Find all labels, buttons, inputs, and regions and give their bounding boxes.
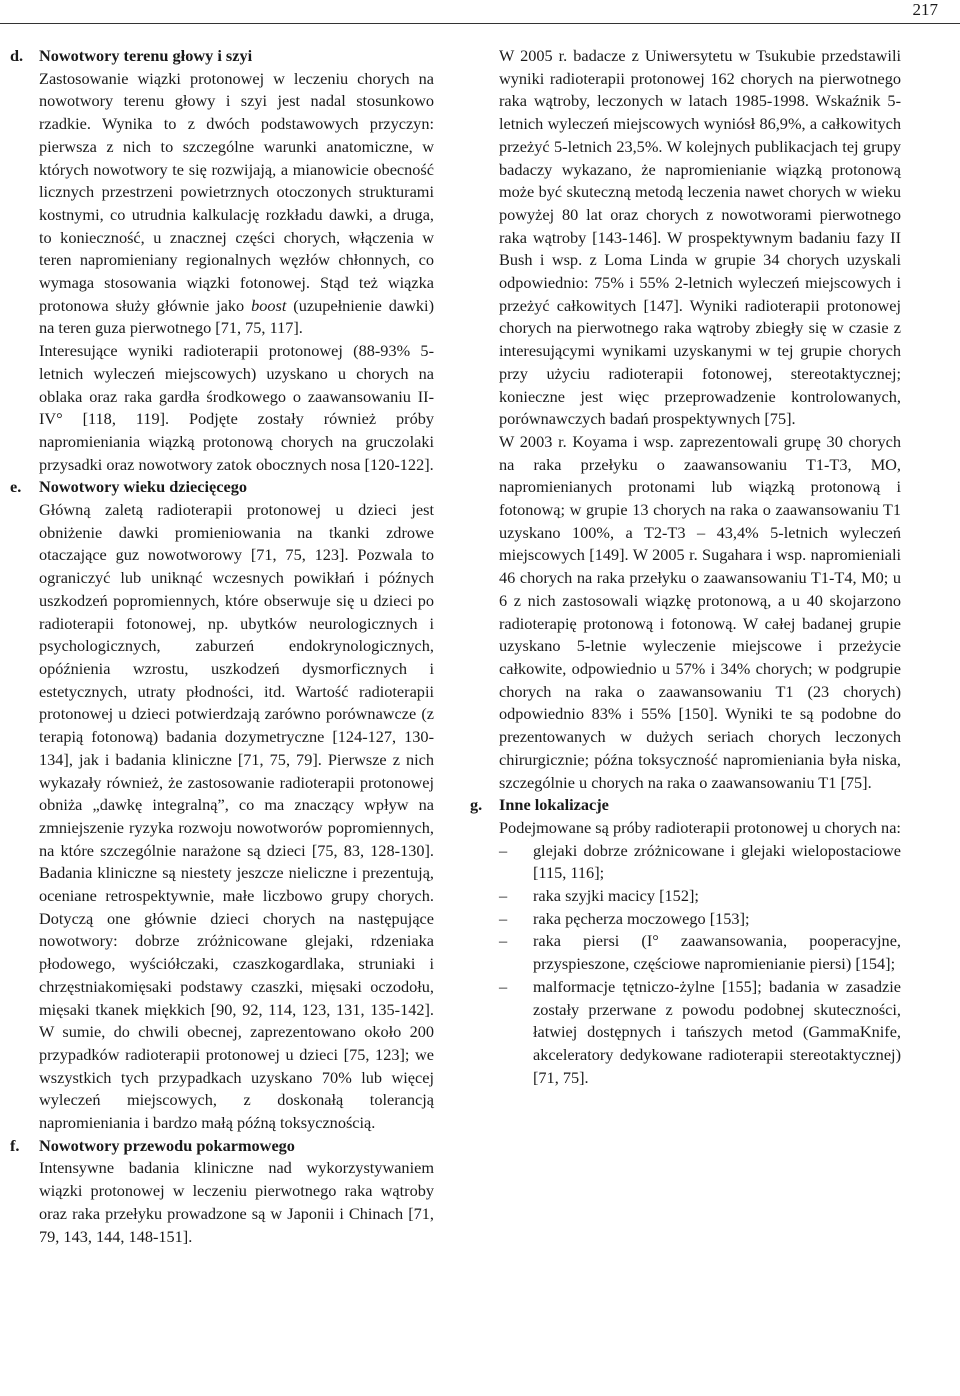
- paragraph: Podejmowane są próby radioterapii protonowej u chorych na:: [499, 817, 901, 837]
- section-title: Nowotwory terenu głowy i szyi: [39, 46, 253, 65]
- list-item-text: raka piersi (I° zaawansowania, pooperacyjne, przyspieszone, częściowe napromienianie piersi) [154];: [533, 931, 901, 974]
- list-item-text: raka szyjki macicy [152];: [533, 886, 699, 906]
- page-number: 217: [912, 0, 938, 19]
- section-body: [39, 68, 434, 477]
- dash-marker: –: [499, 908, 508, 928]
- dash-marker: –: [499, 976, 508, 996]
- list-item: [499, 930, 901, 975]
- dash-marker: –: [499, 840, 508, 860]
- right-column: [470, 45, 901, 1089]
- section-title: Nowotwory wieku dziecięcego: [39, 477, 247, 497]
- list-item: [499, 908, 901, 931]
- section-f: [10, 1135, 434, 1249]
- section-body: [499, 817, 901, 840]
- list-item-text: malformacje tętniczo-żylne [155]; badania w zasadzie zostały przerwane z powodu podobnej skuteczności, łatwiej dostępnych i tańszych metod (GammaKnife, akceleratory dedykowane radioterapii stereotaktycznej) [71, 75].: [533, 976, 901, 1087]
- paragraph-text: Zastosowanie wiązki protonowej w leczeniu chorych na nowotwory terenu głowy i szyi jest nadal stosunkowo rzadkie. Wynika to z dwóch podstawowych przyczyn: pierwsza z nich to szczególne warunki anatomiczne, w których nowotwory te się rozwijają, a mianowicie obecność licznych przestrzeni powietrznych otoczonych strukturami kostnymi, co utrudnia kalkulację rozkładu dawki, a druga, to konieczność, u znacznej części chorych, włączenia w teren napromieniany regionalnych węzłów chłonnych, co wymaga stosowania wiązki fotonowej. Stąd też wiązka protonowa służy głównie jako: [39, 68, 434, 315]
- section-f-continuation: [499, 45, 901, 794]
- section-title: Inne lokalizacje: [499, 795, 609, 815]
- section-body: [39, 499, 434, 1135]
- paragraph: W 2005 r. badacze z Uniwersytetu w Tsukubie przedstawili wyniki radioterapii protonowej 162 chorych na pierwotnego raka wątroby, leczonych w latach 1985-1998. Wskaźnik 5-letnich wyleczeń miejscowych wyniósł 86,9%, a całkowitych przeżyć 5-letnich 23,5%. W kolejnych publikacjach tej grupy badaczy wykazano, że napromienianie wiązką protonową może być skuteczną metodą leczenia nawet chorych w wieku powyżej 80 lat oraz chorych z nowotworami pierwotnego raka wątroby [143-146]. W prospektywnym badaniu fazy II Bush i wsp. z Loma Linda w grupie 34 chorych uzyskali odpowiednio: 75% i 55% 2-letnich wyleczeń miejscowych i przeżyć całkowitych [147]. Wyniki radioterapii protonowej chorych na pierwotnego raka wątroby zbiegły się w czasie z interesującymi wynikami uzyskanymi w tej grupie chorych przy użyciu radioterapii fotonowej, stereotaktycznej; konieczne jest więc przeprowadzenie kontrolowanych, porównawczych badań prospektywnych [75].: [499, 46, 901, 429]
- header-rule: [0, 23, 960, 24]
- section-letter: e.: [10, 477, 22, 497]
- list-item-text: glejaki dobrze zróżnicowane i glejaki wielopostaciowe [115, 116];: [533, 840, 901, 883]
- locations-list: [499, 840, 901, 1090]
- section-body: [39, 1157, 434, 1248]
- paragraph-text: (uzupełnienie dawki) na teren guza pierwotnego [71, 75, 117].: [39, 295, 435, 338]
- section-heading: [10, 45, 434, 68]
- dash-marker: –: [499, 931, 508, 951]
- list-item-text: raka pęcherza moczowego [153];: [533, 908, 750, 928]
- section-letter: d.: [10, 46, 24, 65]
- list-item: [499, 840, 901, 885]
- list-item: [499, 976, 901, 1090]
- section-title: Nowotwory przewodu pokarmowego: [39, 1135, 295, 1155]
- paragraph: Intensywne badania kliniczne nad wykorzystywaniem wiązki protonowej w leczeniu pierwotnego raka wątroby oraz raka przełyku prowadzone są w Japonii i Chinach [71, 79, 143, 144, 148-151].: [39, 1158, 434, 1246]
- section-heading: [10, 476, 434, 499]
- paragraph: Główną zaletą radioterapii protonowej u dzieci jest obniżenie dawki promieniowania na tkanki zdrowe otaczające guz nowotworowy [71, 75, 123]. Pozwala to ograniczyć lub uniknąć wczesnych powikłań i późnych uszkodzeń popromiennych, które obserwuje się u dzieci po radioterapii fotonowej, np. ubytków neurologicznych i psychologicznych, zaburzeń endokrynologicznych, opóźnienia wzrostu, uszkodzeń dysmorficznych i estetycznych, utraty płodności, itd. Wartość radioterapii protonowej u dzieci potwierdzają zarówno porównawcze (z terapią fotonową) badania dozymetryczne [124-127, 130-134], jak i badania kliniczne [71, 75, 79]. Pierwsze z nich wykazały również, że zastosowanie radioterapii protonowej obniża „dawkę integralną”, co ma znaczący wpływ na zmniejszenie ryzyka rozwoju nowotworów popromiennych, na które szczególnie narażone są dzieci [75, 83, 128-130]. Badania kliniczne są niestety jeszcze nieliczne i prezentują, oceniane retrospektywnie, małe liczbowo grupy chorych. Dotyczą one głównie dzieci chorych na następujące nowotwory: dobrze zróżnicowane glejaki, rdzeniaka płodowego, wyściółczaki, czaszkogardlaka, struniaki i chrzęstniakomięsaki podstawy czaszki, mięsaki oczodołu, mięsaki tkanek miękkich [90, 92, 114, 123, 131, 135-142]. W sumie, do chwili obecnej, zaprezentowano około 200 przypadków radioterapii protonowej u dzieci [75, 123]; we wszystkich tych przypadkach uzyskano 70% lub więcej wyleczeń miejscowych, z doskonałą tolerancją napromieniania i bardzo małą późną toksycznością.: [39, 500, 434, 1133]
- paragraph: [39, 68, 434, 340]
- section-e: [10, 476, 434, 1134]
- section-d: [10, 45, 434, 476]
- section-letter: g.: [470, 795, 483, 815]
- dash-marker: –: [499, 886, 508, 906]
- section-letter: f.: [10, 1135, 20, 1155]
- paragraph: Interesujące wyniki radioterapii protonowej (88-93% 5-letnich wyleczeń miejscowych) uzyskano u chorych na oblaka oraz raka gardła środkowego o zaawansowaniu II-IV° [118, 119]. Podjęte zostały również próby napromieniania wiązką protonową chorych na gruczolaki przysadki oraz nowotwory zatok obocznych nosa [120-122].: [39, 341, 434, 474]
- section-heading: [470, 794, 901, 817]
- left-column: [10, 45, 434, 1248]
- list-item: [499, 885, 901, 908]
- paragraph: W 2003 r. Koyama i wsp. zaprezentowali grupę 30 chorych na raka przełyku o zaawansowaniu T1-T3, MO, napromienianych protonami lub wiązką protonową i fotonową; w grupie 13 chorych na raka o zaawansowaniu T1 uzyskano 100%, a T2-T3 – 43,4% 5-letnich wyleczeń miejscowych [149]. W 2005 r. Sugahara i wsp. napromieniali 46 chorych na raka przełyku o zaawansowaniu T1-T4, M0; u 6 z nich zastosowali wiązkę protonową, a u 40 skojarzono radioterapię protonową i fotonową. W całej badanej grupie uzyskano 5-letnie wyleczenie miejscowe i przeżycie całkowite, odpowiednio u 57% i 34% chorych; w podgrupie chorych na raka o zaawansowaniu T1 (23 chorych) odpowiednio 83% i 55% [150]. Wyniki te są podobne do prezentowanych w dużych seriach chorych leczonych chirurgicznie; późna toksyczność napromieniania była niska, szczególnie u chorych na raka o zaawansowaniu T1 [75].: [499, 431, 901, 792]
- italic-term: boost: [251, 295, 287, 315]
- section-heading: [10, 1135, 434, 1158]
- section-g: [470, 794, 901, 1089]
